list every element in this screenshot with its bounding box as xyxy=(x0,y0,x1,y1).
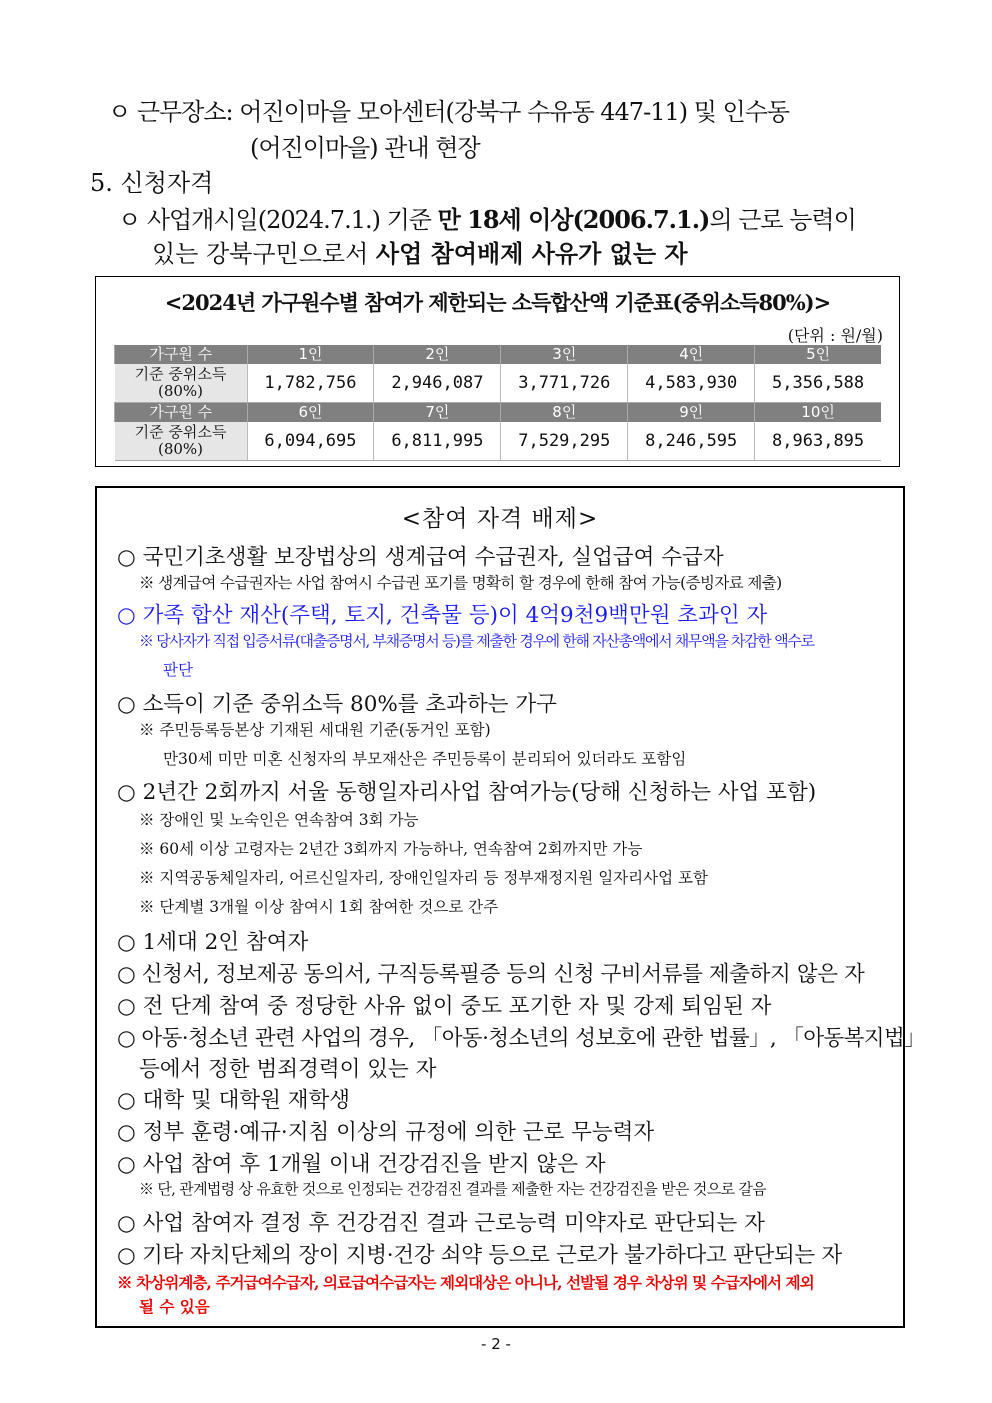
eligibility-line-1 xyxy=(118,200,856,235)
exclusion-item: ○ 정부 훈령·예규·지침 이상의 규정에 의한 근로 무능력자 xyxy=(117,1120,655,1145)
value-cell: 3,771,726 xyxy=(501,364,628,403)
warning-note-cont: 될 수 있음 xyxy=(139,1297,210,1316)
exclusion-item: ○ 사업 참여 후 1개월 이내 건강검진을 받지 않은 자 xyxy=(117,1152,606,1177)
exclusion-item: ○ 소득이 기준 중위소득 80%를 초과하는 가구 xyxy=(117,692,557,717)
exclusion-item: ○ 신청서, 정보제공 동의서, 구직등록필증 등의 신청 구비서류를 제출하지 않은 자 xyxy=(117,962,865,987)
income-table-box xyxy=(95,276,900,467)
value-cell: 5,356,588 xyxy=(755,364,881,403)
header-cell: 5인 xyxy=(755,345,881,364)
table-header-row xyxy=(115,345,882,364)
value-cell: 2,946,087 xyxy=(374,364,501,403)
exclusion-item: ○ 사업 참여자 결정 후 건강검진 결과 근로능력 미약자로 판단되는 자 xyxy=(117,1211,765,1236)
row-label-sub: (80%) xyxy=(157,440,204,458)
exclusion-item: ○ 국민기초생활 보장법상의 생계급여 수급권자, 실업급여 수급자 xyxy=(117,545,724,570)
exclusion-note: ※ 장애인 및 노숙인은 연속참여 3회 가능 xyxy=(139,811,419,829)
exclusion-box xyxy=(95,486,926,1328)
exclusion-note: ※ 단, 관계법령 상 유효한 것으로 인정되는 건강검진 결과를 제출한 자는 건강검진을 받은 것으로 갈음 xyxy=(139,1180,766,1198)
value-cell: 4,583,930 xyxy=(628,364,755,403)
header-cell: 6인 xyxy=(247,403,374,423)
exclusion-item: ○ 대학 및 대학원 재학생 xyxy=(117,1088,351,1113)
eligibility-line-2 xyxy=(152,234,688,269)
header-cell: 7인 xyxy=(374,403,501,423)
row-label-text: 기준 중위소득 xyxy=(134,365,227,383)
eligibility-line2-prefix: 있는 강북구민으로서 xyxy=(152,240,376,268)
header-cell: 3인 xyxy=(501,345,628,364)
table-header-row xyxy=(115,403,882,423)
section-heading: 5. 신청자격 xyxy=(90,169,214,197)
value-cell: 1,782,756 xyxy=(247,364,374,403)
income-table-unit: (단위 : 원/월) xyxy=(787,326,883,345)
value-cell: 6,094,695 xyxy=(247,422,374,461)
workplace-line-1: ㅇ 근무장소: 어진이마을 모아센터(강북구 수유동 447-11) 및 인수동 xyxy=(108,98,790,126)
exclusion-note: ※ 생계급여 수급권자는 사업 참여시 수급권 포기를 명확히 할 경우에 한해 참여 가능(증빙자료 제출) xyxy=(139,574,782,592)
header-cell: 9인 xyxy=(628,403,755,423)
eligibility-age: 만 18세 이상(2006.7.1.) xyxy=(437,205,710,234)
row-label-text: 기준 중위소득 xyxy=(134,423,227,441)
header-label: 가구원 수 xyxy=(115,403,248,423)
exclusion-item: ○ 2년간 2회까지 서울 동행일자리사업 참여가능(당해 신청하는 사업 포함) xyxy=(117,780,817,805)
exclusion-note: ※ 단계별 3개월 이상 참여시 1회 참여한 것으로 간주 xyxy=(139,898,499,916)
row-label-sub: (80%) xyxy=(157,382,204,400)
eligibility-suffix: 의 근로 능력이 xyxy=(709,206,856,234)
row-label xyxy=(115,364,248,403)
header-cell: 10인 xyxy=(755,403,881,423)
exclusion-title: <참여 자격 배제> xyxy=(401,506,599,532)
page-number: - 2 - xyxy=(481,1335,511,1353)
value-cell: 7,529,295 xyxy=(501,422,628,461)
value-cell: 8,963,895 xyxy=(755,422,881,461)
income-table xyxy=(114,345,881,461)
header-label: 가구원 수 xyxy=(115,345,248,364)
value-cell: 8,246,595 xyxy=(628,422,755,461)
header-cell: 2인 xyxy=(374,345,501,364)
income-table-title: <2024년 가구원수별 참여가 제한되는 소득합산액 기준표(중위소득80%)> xyxy=(164,290,831,315)
exclusion-item: ○ 아동·청소년 관련 사업의 경우, 「아동·청소년의 성보호에 관한 법률」, 「아동복지법」 xyxy=(117,1026,926,1051)
table-row xyxy=(115,364,882,403)
header-cell: 1인 xyxy=(247,345,374,364)
exclusion-note: ※ 지역공동체일자리, 어르신일자리, 장애인일자리 등 정부재정지원 일자리사업 포함 xyxy=(139,869,708,887)
exclusion-item: ○ 기타 자치단체의 장이 지병·건강 쇠약 등으로 근로가 불가하다고 판단되는 자 xyxy=(117,1243,842,1268)
eligibility-no-exclusion: 사업 참여배제 사유가 없는 자 xyxy=(375,239,688,268)
exclusion-item-cont: 등에서 정한 범죄경력이 있는 자 xyxy=(139,1057,437,1082)
value-cell: 6,811,995 xyxy=(374,422,501,461)
row-label xyxy=(115,422,248,461)
exclusion-item: ○ 전 단계 참여 중 정당한 사유 없이 중도 포기한 자 및 강제 퇴임된 자 xyxy=(117,994,772,1019)
exclusion-item: ○ 1세대 2인 참여자 xyxy=(117,930,309,955)
header-cell: 8인 xyxy=(501,403,628,423)
table-row xyxy=(115,422,882,461)
exclusion-note: ※ 당사자가 직접 입증서류(대출증명서, 부채증명서 등)를 제출한 경우에 한해 자산총액에서 채무액을 차감한 액수로 xyxy=(139,632,814,650)
warning-note: ※ 차상위계층, 주거급여수급자, 의료급여수급자는 제외대상은 아니나, 선발될 경우 차상위 및 수급자에서 제외 xyxy=(117,1273,814,1292)
exclusion-note: ※ 주민등록등본상 기재된 세대원 기준(동거인 포함) xyxy=(139,721,491,739)
workplace-line-2: (어진이마을) 관내 현장 xyxy=(250,134,480,162)
exclusion-item: ○ 가족 합산 재산(주택, 토지, 건축물 등)이 4억9천9백만원 초과인 자 xyxy=(117,603,768,628)
exclusion-note: ※ 60세 이상 고령자는 2년간 3회까지 가능하나, 연속참여 2회까지만 가능 xyxy=(139,840,643,858)
exclusion-note: 판단 xyxy=(163,661,193,679)
exclusion-note: 만30세 미만 미혼 신청자의 부모재산은 주민등록이 분리되어 있더라도 포함임 xyxy=(163,750,687,768)
header-cell: 4인 xyxy=(628,345,755,364)
eligibility-prefix: ㅇ 사업개시일(2024.7.1.) 기준 xyxy=(118,206,438,234)
